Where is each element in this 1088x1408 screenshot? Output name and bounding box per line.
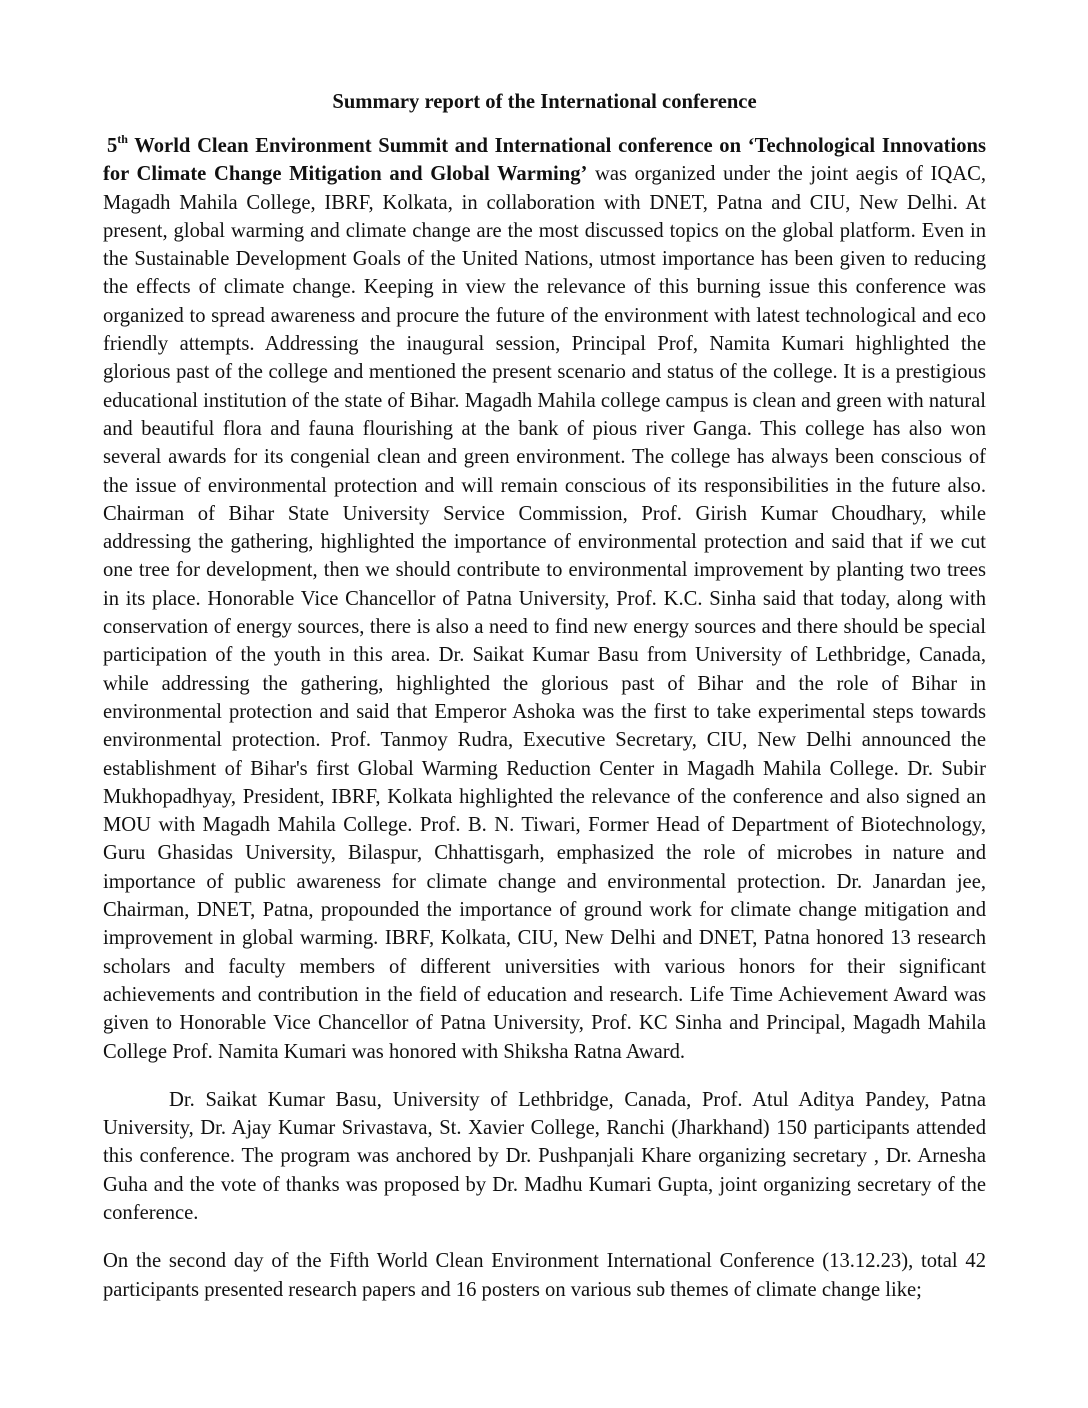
paragraph-introduction-text: was organized under the joint aegis of IQAC, Magadh Mahila College, IBRF, Kolkata, in collaboration with DNET, Patna and CIU, New Delhi. At present, global warming and climate change are the most discussed topics on the global platform. Even in the Sustainable Development Goals of the United Nations, utmost importance has been given to reducing the effects of climate change. Keeping in view the relevance of this burning issue this conference was organized to spread awareness and procure the future of the environment with latest technological and eco friendly attempts. Addressing the inaugural session, Principal Prof, Namita Kumari highlighted the glorious past of the college and mentioned the present scenario and status of the college. It is a prestigious educational institution of the state of Bihar. Magadh Mahila college campus is clean and green with natural and beautiful flora and fauna flourishing at the bank of pious river Ganga. This college has also won several awards for its congenial clean and green environment. The college has always been conscious of the issue of environmental protection and will remain conscious of its responsibilities in the future also. Chairman of Bihar State University Service Commission, Prof. Girish Kumar Choudhary, while addressing the gathering, highlighted the importance of environmental protection and said that if we cut one tree for development, then we should contribute to environmental improvement by planting two trees in its place. Honorable Vice Chancellor of Patna University, Prof. K.C. Sinha said that today, along with conservation of energy sources, there is also a need to find new energy sources and there should be special participation of the youth in this area. Dr. Saikat Kumar Basu from University of Lethbridge, Canada, while addressing the gathering, highlighted the glorious past of Bihar and the role of Bihar in environmental protection and said that Emperor Ashoka was the first to take experimental steps towards environmental protection. Prof. Tanmoy Rudra, Executive Secretary, CIU, New Delhi announced the establishment of Bihar's first Global Warming Reduction Center in Magadh Mahila College. Dr. Subir Mukhopadhyay, President, IBRF, Kolkata highlighted the relevance of the conference and also signed an MOU with Magadh Mahila College. Prof. B. N. Tiwari, Former Head of Department of Biotechnology, Guru Ghasidas University, Bilaspur, Chhattisgarh, emphasized the role of microbes in nature and importance of public awareness for climate change and environmental protection. Dr. Janardan jee, Chairman, DNET, Patna, propounded the importance of ground work for climate change mitigation and improvement in global warming. IBRF, Kolkata, CIU, New Delhi and DNET, Patna honored 13 research scholars and faculty members of different universities with various honors for their significant achievements and contribution in the field of education and research. Life Time Achievement Award was given to Honorable Vice Chancellor of Patna University, Prof. KC Sinha and Principal, Magadh Mahila College Prof. Namita Kumari was honored with Shiksha Ratna Award. — [103, 163, 986, 1063]
ordinal-number: 5 — [107, 135, 118, 157]
document-body — [103, 88, 986, 1304]
paragraph-participants: Dr. Saikat Kumar Basu, University of Lethbridge, Canada, Prof. Atul Aditya Pandey, Patna University, Dr. Ajay Kumar Srivastava, St. Xavier College, Ranchi (Jharkhand) 150 participants attended this conference. The program was anchored by Dr. Pushpanjali Khare organizing secretary , Dr. Arnesha Guha and the vote of thanks was proposed by Dr. Madhu Kumari Gupta, joint organizing secretary of the conference. — [103, 1088, 986, 1224]
page-title: Summary report of the International conference — [332, 91, 757, 113]
paragraph-second-day: On the second day of the Fifth World Clean Environment International Conference (13.12.23), total 42 participants presented research papers and 16 posters on various sub themes of climate change like; — [103, 1250, 986, 1301]
paragraph-introduction — [103, 132, 986, 1066]
conference-name: World Clean Environment Summit and International conference on ‘Technological Innovations for Climate Change Mitigation and Global Warming’ — [103, 135, 986, 186]
ordinal-suffix: th — [117, 132, 128, 146]
